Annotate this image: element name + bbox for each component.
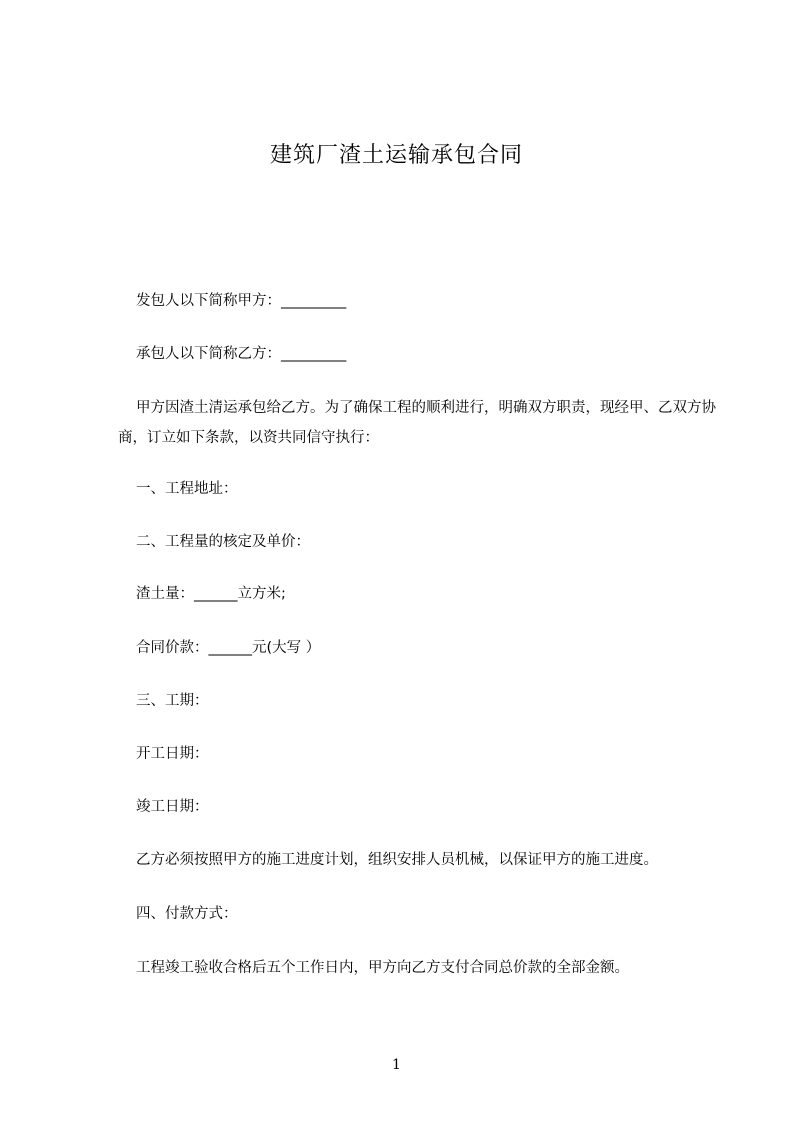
price-line: 合同价款：______元(大写 ） (136, 640, 321, 656)
party-b-line: 承包人以下简称乙方：_________ (136, 346, 347, 362)
start-date-line: 开工日期： (136, 746, 209, 762)
end-date-line: 竣工日期： (136, 799, 209, 815)
section-project-address: 一、工程地址： (136, 481, 238, 497)
section-duration: 三、工期： (136, 693, 209, 709)
schedule-note: 乙方必须按照甲方的施工进度计划，组织安排人员机械，以保证甲方的施工进度。 (136, 852, 658, 868)
section-quantity-and-price: 二、工程量的核定及单价： (136, 534, 310, 550)
party-a-line: 发包人以下简称甲方：_________ (136, 293, 347, 309)
section-payment-method: 四、付款方式： (136, 906, 238, 922)
payment-note: 工程竣工验收合格后五个工作日内，甲方向乙方支付合同总价款的全部金额。 (136, 960, 629, 976)
intro-paragraph: 甲方因渣土清运承包给乙方。为了确保工程的顺利进行，明确双方职责，现经甲、乙双方协商，订立如下条款，以资共同信守执行： (118, 400, 716, 446)
document-title: 建筑厂渣土运输承包合同 (269, 143, 523, 168)
quantity-line: 渣土量：______立方米; (136, 586, 286, 602)
page-number: 1 (392, 1057, 401, 1073)
